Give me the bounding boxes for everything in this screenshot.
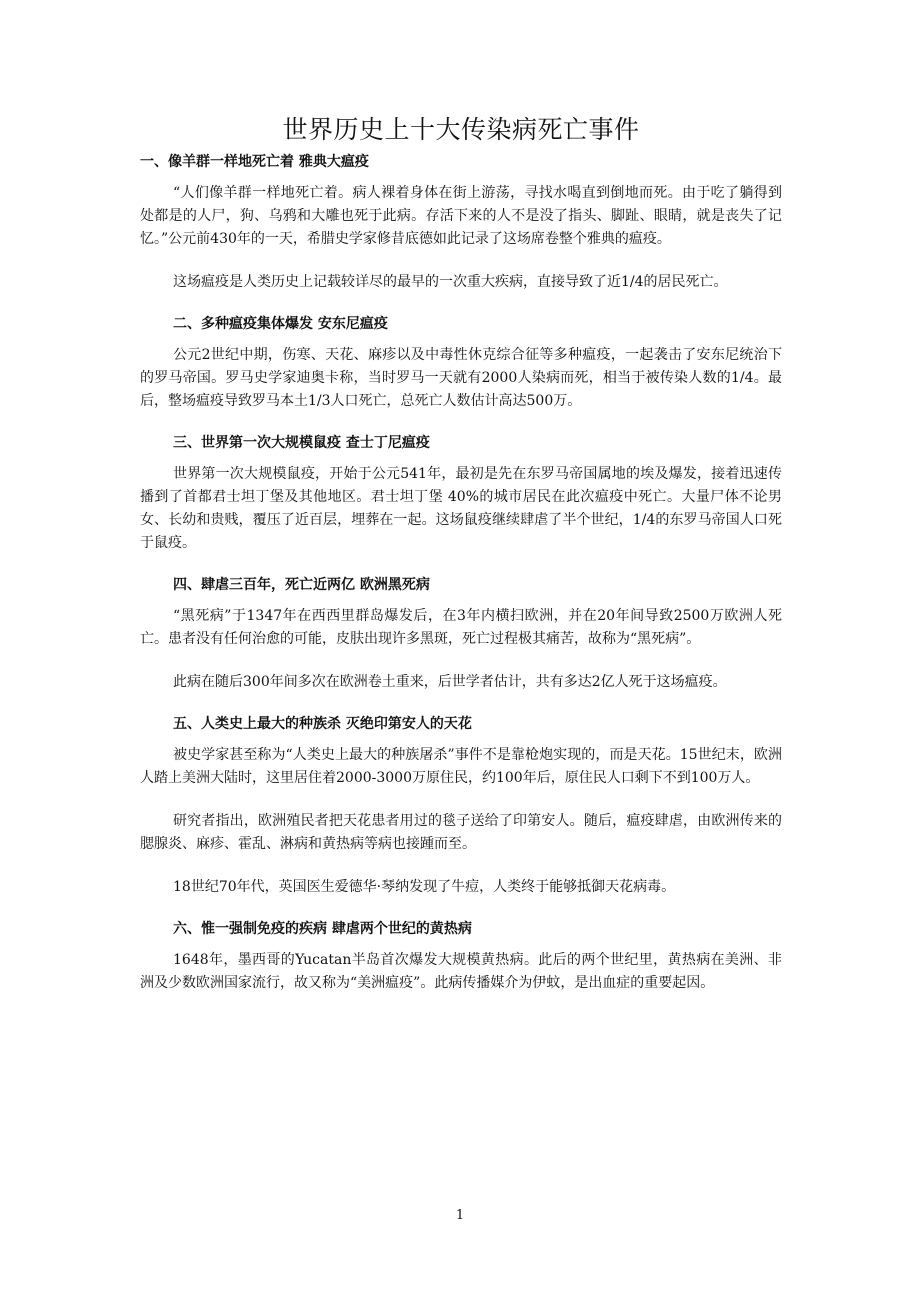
- section-heading: 三、世界第一次大规模鼠疫 查士丁尼瘟疫: [173, 435, 430, 451]
- section-6: [140, 919, 782, 995]
- paragraph: 这场瘟疫是人类历史上记载较详尽的最早的一次重大疾病，直接导致了近1/4的居民死亡。: [173, 274, 728, 290]
- section-heading: 四、肆虐三百年，死亡近两亿 欧洲黑死病: [173, 577, 430, 593]
- paragraph: 公元2世纪中期，伤寒、天花、麻疹以及中毒性休克综合征等多种瘟疫，一起袭击了安东尼统治下的罗马帝国。罗马史学家迪奥卡称，当时罗马一天就有2000人染病而死，相当于被传染人数的1/4。最后，整场瘟疫导致罗马本土1/3人口死亡，总死亡人数估计高达500万。: [140, 347, 782, 409]
- section-heading: 一、像羊群一样地死亡着 雅典大瘟疫: [140, 154, 369, 170]
- paragraph: 此病在随后300年间多次在欧洲卷土重来，后世学者估计，共有多达2亿人死于这场瘟疫。: [173, 674, 727, 690]
- section-4: [140, 575, 782, 694]
- document-page: [140, 112, 782, 1015]
- paragraph: 18世纪70年代，英国医生爱德华·琴纳发现了牛痘，人类终于能够抵御天花病毒。: [173, 879, 676, 895]
- section-5: [140, 714, 782, 899]
- section-3: [140, 433, 782, 555]
- page-number: 1: [455, 1208, 465, 1223]
- section-1: [140, 152, 782, 294]
- paragraph: “人们像羊群一样地死亡着。病人裸着身体在街上游荡，寻找水喝直到倒地而死。由于吃了躺得到处都是的人尸，狗、乌鸦和大雕也死于此病。存活下来的人不是没了指头、脚趾、眼睛，就是丧失了记忆。”公元前430年的一天，希腊史学家修昔底德如此记录了这场席卷整个雅典的瘟疫。: [140, 185, 782, 247]
- section-heading: 二、多种瘟疫集体爆发 安东尼瘟疫: [173, 316, 388, 332]
- paragraph: 研究者指出，欧洲殖民者把天花患者用过的毯子送给了印第安人。随后，瘟疫肆虐，由欧洲传来的腮腺炎、麻疹、霍乱、淋病和黄热病等病也接踵而至。: [140, 813, 782, 852]
- paragraph: 世界第一次大规模鼠疫，开始于公元541年，最初是先在东罗马帝国属地的埃及爆发，接着迅速传播到了首都君士坦丁堡及其他地区。君士坦丁堡 40%的城市居民在此次瘟疫中死亡。大量尸体不论男女、长幼和贵贱，覆压了近百层，埋葬在一起。这场鼠疫继续肆虐了半个世纪，1/4的东罗马帝国人口死于鼠疫。: [140, 466, 782, 551]
- section-heading: 五、人类史上最大的种族杀 灭绝印第安人的天花: [173, 716, 472, 732]
- paragraph: 1648年，墨西哥的Yucatan半岛首次爆发大规模黄热病。此后的两个世纪里，黄热病在美洲、非洲及少数欧洲国家流行，故又称为“美洲瘟疫”。此病传播媒介为伊蚊，是出血症的重要起因。: [140, 952, 782, 991]
- document-title: 世界历史上十大传染病死亡事件: [282, 115, 640, 144]
- section-heading: 六、惟一强制免疫的疾病 肆虐两个世纪的黄热病: [173, 921, 472, 937]
- section-2: [140, 314, 782, 413]
- paragraph: 被史学家甚至称为“人类史上最大的种族屠杀”事件不是靠枪炮实现的，而是天花。15世纪末，欧洲人踏上美洲大陆时，这里居住着2000-3000万原住民，约100年后，原住民人口剩下不到100万人。: [140, 747, 782, 786]
- paragraph: “黑死病”于1347年在西西里群岛爆发后，在3年内横扫欧洲，并在20年间导致2500万欧洲人死亡。患者没有任何治愈的可能，皮肤出现许多黑斑，死亡过程极其痛苦，故称为“黑死病”。: [140, 608, 782, 647]
